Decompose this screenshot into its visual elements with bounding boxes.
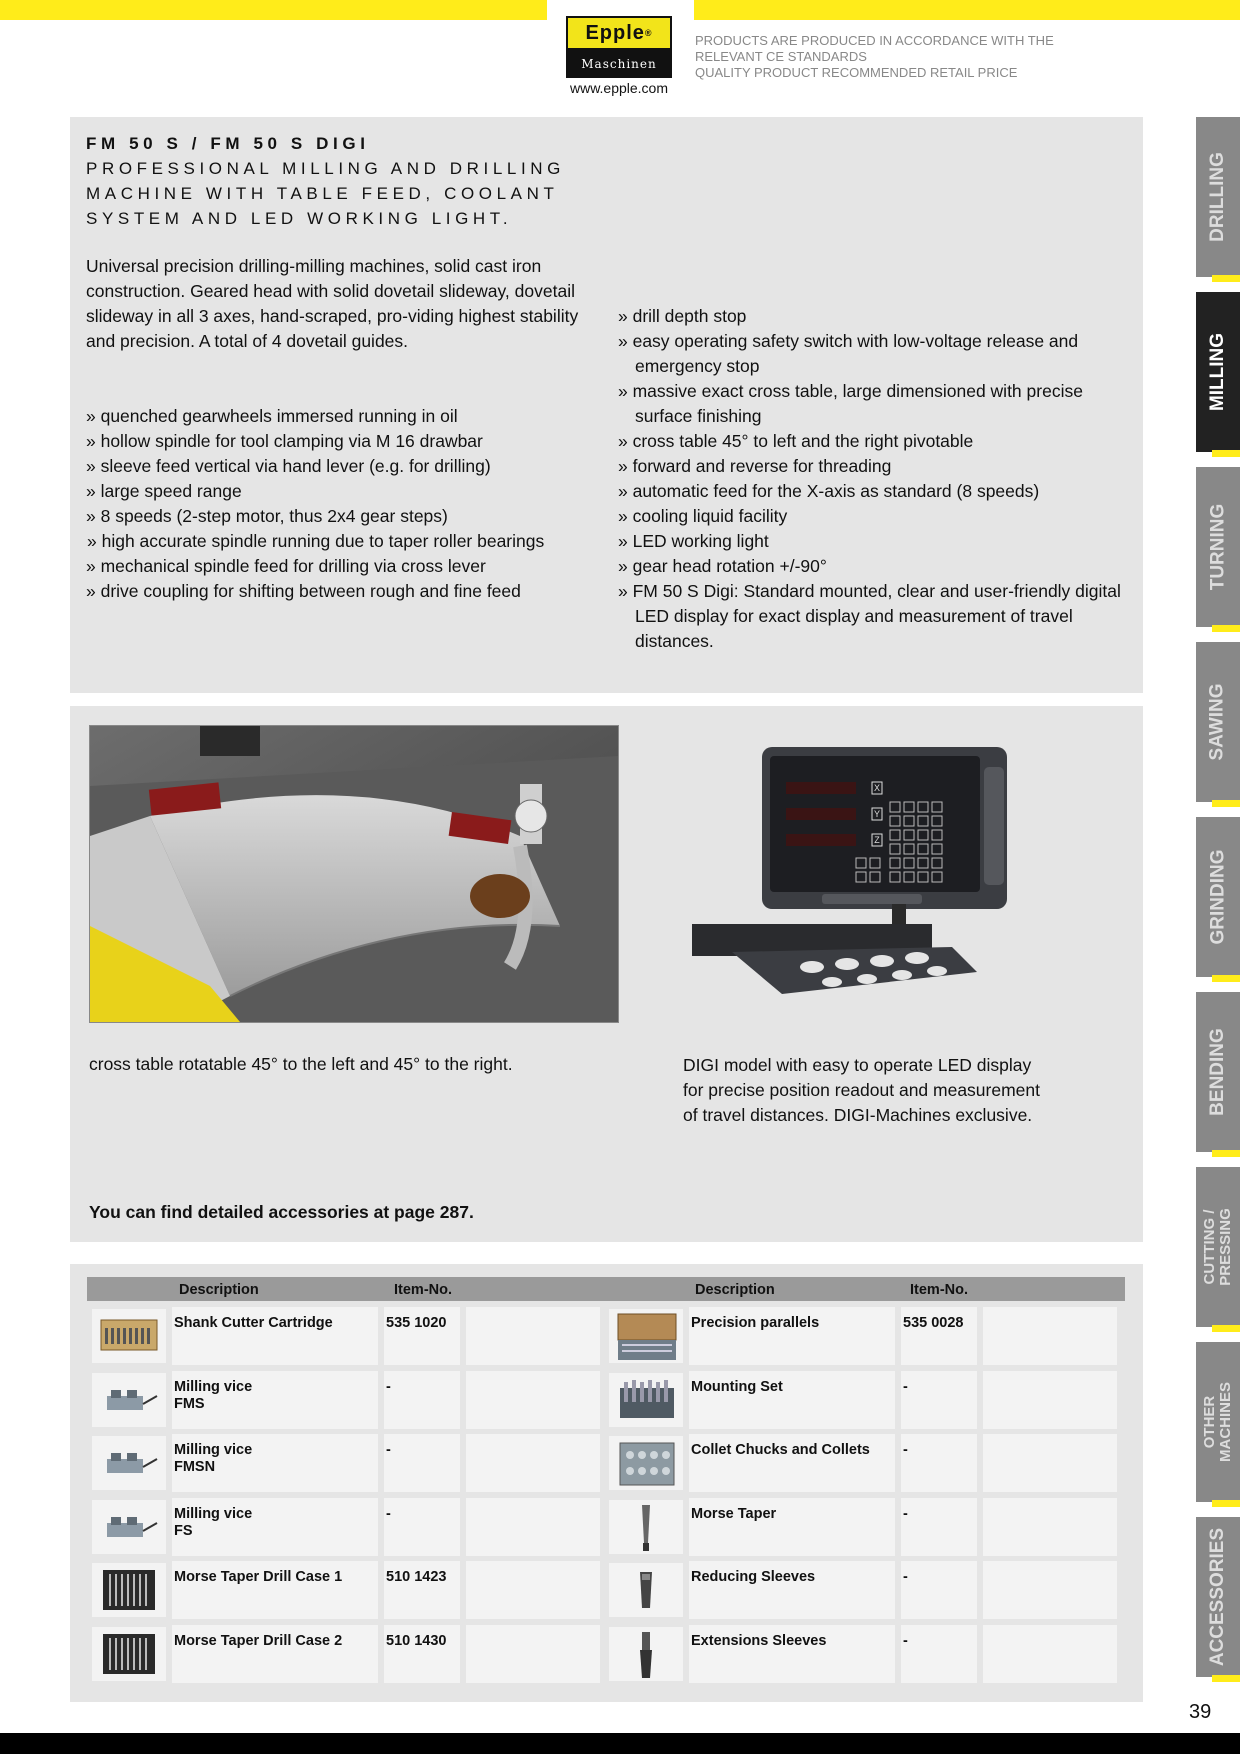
axis-label-y: Y — [873, 809, 880, 819]
caption-line: DIGI model with easy to operate LED display — [683, 1055, 1032, 1075]
accessory-item-number: 510 1423 — [384, 1561, 460, 1619]
caption-cross-table: cross table rotatable 45° to the left and 45° to the right. — [89, 1054, 513, 1074]
sidebar-tab-accessories[interactable] — [1196, 1517, 1240, 1677]
product-thumbnail — [92, 1309, 166, 1363]
headline-line: PROFESSIONAL MILLING AND DRILLING — [86, 159, 565, 178]
sidebar-tab-accent — [1212, 1500, 1240, 1507]
feature-item: » hollow spindle for tool clamping via M 16 drawbar — [86, 431, 483, 451]
feature-item: » FM 50 S Digi: Standard mounted, clear and user-friendly digital LED display for exact display and measurement of travel distances. — [618, 581, 1121, 651]
accessory-name: Morse Taper — [689, 1498, 895, 1556]
digital-readout-image — [692, 742, 1020, 1008]
col-header-item-left: Item-No. — [394, 1282, 452, 1298]
accessory-name: Reducing Sleeves — [689, 1561, 895, 1619]
sidebar-tab-label: OTHER MACHINES — [1201, 1381, 1235, 1463]
sidebar-tab-grinding[interactable] — [1196, 817, 1240, 977]
accessory-item-number: - — [384, 1371, 460, 1429]
sidebar-tab-label-wrap — [1196, 1342, 1240, 1502]
sidebar-tab-label: ACCESSORIES — [1207, 1527, 1228, 1667]
sidebar-tab-other-machines[interactable] — [1196, 1342, 1240, 1502]
sidebar-tab-label-wrap — [1196, 992, 1240, 1152]
sidebar-tab-label-wrap — [1196, 292, 1240, 452]
feature-item: » high accurate spindle running due to taper roller bearings — [87, 531, 545, 551]
caption-line: of travel distances. DIGI-Machines exclusive. — [683, 1105, 1033, 1125]
sidebar-tab-accent — [1212, 625, 1240, 632]
feature-item: » easy operating safety switch with low-voltage release and emergency stop — [618, 331, 1079, 376]
accessory-item-number: - — [901, 1434, 977, 1492]
feature-item: » drive coupling for shifting between rough and fine feed — [86, 581, 521, 601]
sidebar-tab-accent — [1212, 1150, 1240, 1157]
product-thumbnail — [609, 1563, 683, 1617]
sidebar-tab-label-wrap — [1196, 1167, 1240, 1327]
sidebar-tab-label: MILLING — [1207, 332, 1229, 412]
sidebar-tab-label: TURNING — [1207, 503, 1228, 591]
col-header-description-right: Description — [695, 1282, 775, 1298]
feature-item: » quenched gearwheels immersed running in oil — [86, 406, 458, 426]
accessory-name: Morse Taper Drill Case 2 — [172, 1625, 378, 1683]
sidebar-tab-label: DRILLING — [1207, 152, 1228, 242]
col-header-description-left: Description — [179, 1282, 259, 1298]
features-left — [86, 404, 546, 604]
accessory-item-number: - — [901, 1498, 977, 1556]
feature-item: » 8 speeds (2-step motor, thus 2x4 gear steps) — [86, 506, 448, 526]
feature-item: » drill depth stop — [618, 306, 747, 326]
sidebar-tab-sawing[interactable] — [1196, 642, 1240, 802]
product-thumbnail — [609, 1373, 683, 1427]
accessory-price-cell — [983, 1371, 1117, 1429]
drill-case-icon — [97, 1628, 161, 1680]
product-title — [86, 131, 565, 231]
product-thumbnail — [92, 1373, 166, 1427]
accessory-price-cell — [466, 1561, 600, 1619]
sidebar-tab-label: CUTTING / PRESSING — [1201, 1208, 1234, 1286]
logo-sub: Maschinen — [566, 50, 672, 78]
accessory-price-cell — [983, 1625, 1117, 1683]
ce-line: QUALITY PRODUCT RECOMMENDED RETAIL PRICE — [695, 65, 1018, 80]
accessories-page-note: You can find detailed accessories at page 287. — [89, 1202, 474, 1222]
morse-taper-icon — [614, 1501, 678, 1553]
digi-readout-photo — [692, 742, 1020, 1008]
accessory-item-number: - — [384, 1434, 460, 1492]
sidebar-tab-accent — [1212, 1675, 1240, 1682]
product-intro: Universal precision drilling-milling machines, solid cast iron construction. Geared head with solid dovetail slideway, dovetail slideway in all 3 axes, hand-scraped, pro-viding highest stability and precision. A total of 4 dovetail guides. — [86, 256, 579, 351]
sidebar-tab-cutting-pressing[interactable] — [1196, 1167, 1240, 1327]
accessory-item-number: - — [901, 1371, 977, 1429]
product-thumbnail — [609, 1309, 683, 1363]
page-number: 39 — [1189, 1701, 1212, 1723]
product-model: FM 50 S / FM 50 S DIGI — [86, 134, 370, 153]
axis-label-x: X — [873, 783, 880, 793]
feature-item: » LED working light — [618, 531, 769, 551]
sidebar-tab-label-wrap — [1196, 642, 1240, 802]
logo-url[interactable]: www.epple.com — [569, 80, 669, 96]
sidebar-tab-drilling[interactable] — [1196, 117, 1240, 277]
feature-item: » cross table 45° to left and the right pivotable — [618, 431, 974, 451]
accessory-price-cell — [466, 1371, 600, 1429]
accessory-name: Precision parallels — [689, 1307, 895, 1365]
accessory-item-number: 535 1020 — [384, 1307, 460, 1365]
feature-item: » sleeve feed vertical via hand lever (e.g. for drilling) — [86, 456, 491, 476]
product-thumbnail — [92, 1627, 166, 1681]
ce-notice — [695, 33, 1054, 81]
axis-label-z: Z — [874, 835, 880, 845]
sidebar-tab-label-wrap — [1196, 117, 1240, 277]
headline-line: SYSTEM AND LED WORKING LIGHT. — [86, 209, 513, 228]
col-header-item-right: Item-No. — [910, 1282, 968, 1298]
accessory-name: Morse Taper Drill Case 1 — [172, 1561, 378, 1619]
features-right — [618, 304, 1128, 654]
accessory-price-cell — [466, 1307, 600, 1365]
sidebar-tab-accent — [1212, 275, 1240, 282]
caption-line: for precise position readout and measurement — [683, 1080, 1041, 1100]
accessory-price-cell — [983, 1434, 1117, 1492]
collet-case-icon — [614, 1437, 678, 1489]
sidebar-tab-bending[interactable] — [1196, 992, 1240, 1152]
accessory-price-cell — [983, 1307, 1117, 1365]
accessory-price-cell — [983, 1498, 1117, 1556]
accessory-name: Extensions Sleeves — [689, 1625, 895, 1683]
accessory-item-number: 535 0028 — [901, 1307, 977, 1365]
mounting-set-icon — [614, 1374, 678, 1426]
drill-case-icon — [97, 1564, 161, 1616]
parallels-case-icon — [614, 1310, 678, 1362]
extension-sleeve-icon — [614, 1628, 678, 1680]
feature-item: » cooling liquid facility — [618, 506, 788, 526]
sidebar-tab-label-wrap — [1196, 1517, 1240, 1677]
accessory-price-cell — [466, 1625, 600, 1683]
caption-digi — [683, 1053, 1123, 1128]
product-thumbnail — [609, 1436, 683, 1490]
cross-table-image — [90, 726, 618, 1022]
ce-line: RELEVANT CE STANDARDS — [695, 49, 867, 64]
accessory-name: Milling vice FMS — [172, 1371, 378, 1429]
ce-line: PRODUCTS ARE PRODUCED IN ACCORDANCE WITH THE — [695, 33, 1054, 48]
accessory-name: Collet Chucks and Collets — [689, 1434, 895, 1492]
header-yellow-bar-right — [694, 0, 1240, 20]
feature-item: » large speed range — [86, 481, 242, 501]
sidebar-tab-turning[interactable] — [1196, 467, 1240, 627]
epple-logo[interactable]: Epple ® Maschinen www.epple.com — [566, 16, 672, 96]
accessory-item-number: 510 1430 — [384, 1625, 460, 1683]
product-thumbnail — [92, 1563, 166, 1617]
sidebar-tab-accent — [1212, 800, 1240, 807]
accessory-name: Milling vice FS — [172, 1498, 378, 1556]
sidebar-tab-label: GRINDING — [1207, 849, 1228, 945]
headline-line: MACHINE WITH TABLE FEED, COOLANT — [86, 184, 559, 203]
feature-item: » forward and reverse for threading — [618, 456, 892, 476]
milling-vice-icon — [97, 1374, 161, 1426]
header-yellow-bar-left — [0, 0, 547, 20]
accessory-item-number: - — [384, 1498, 460, 1556]
feature-item: » automatic feed for the X-axis as standard (8 speeds) — [618, 481, 1040, 501]
accessory-name: Milling vice FMSN — [172, 1434, 378, 1492]
accessory-item-number: - — [901, 1625, 977, 1683]
reducing-sleeve-icon — [614, 1564, 678, 1616]
milling-vice-icon — [97, 1437, 161, 1489]
sidebar-tab-label-wrap — [1196, 467, 1240, 627]
milling-vice-icon — [97, 1501, 161, 1553]
footer-bar — [0, 1733, 1240, 1754]
feature-item: » gear head rotation +/-90° — [618, 556, 827, 576]
sidebar-tab-milling[interactable] — [1196, 292, 1240, 452]
sidebar-tab-accent — [1212, 450, 1240, 457]
sidebar-tab-accent — [1212, 1325, 1240, 1332]
sidebar-tab-label: BENDING — [1207, 1028, 1228, 1116]
sidebar-tab-label-wrap — [1196, 817, 1240, 977]
accessory-name: Shank Cutter Cartridge — [172, 1307, 378, 1365]
cutter-cartridge-icon — [97, 1310, 161, 1362]
accessory-price-cell — [466, 1434, 600, 1492]
logo-brand: Epple — [585, 21, 645, 44]
product-thumbnail — [92, 1436, 166, 1490]
accessory-name: Mounting Set — [689, 1371, 895, 1429]
accessory-price-cell — [466, 1498, 600, 1556]
product-thumbnail — [609, 1627, 683, 1681]
sidebar-tab-accent — [1212, 975, 1240, 982]
feature-item: » mechanical spindle feed for drilling via cross lever — [86, 556, 486, 576]
sidebar-tab-label: SAWING — [1207, 683, 1228, 761]
product-thumbnail — [92, 1500, 166, 1554]
feature-item: » massive exact cross table, large dimensioned with precise surface finishing — [618, 381, 1083, 426]
product-thumbnail — [609, 1500, 683, 1554]
accessory-item-number: - — [901, 1561, 977, 1619]
cross-table-photo — [89, 725, 619, 1023]
accessory-price-cell — [983, 1561, 1117, 1619]
